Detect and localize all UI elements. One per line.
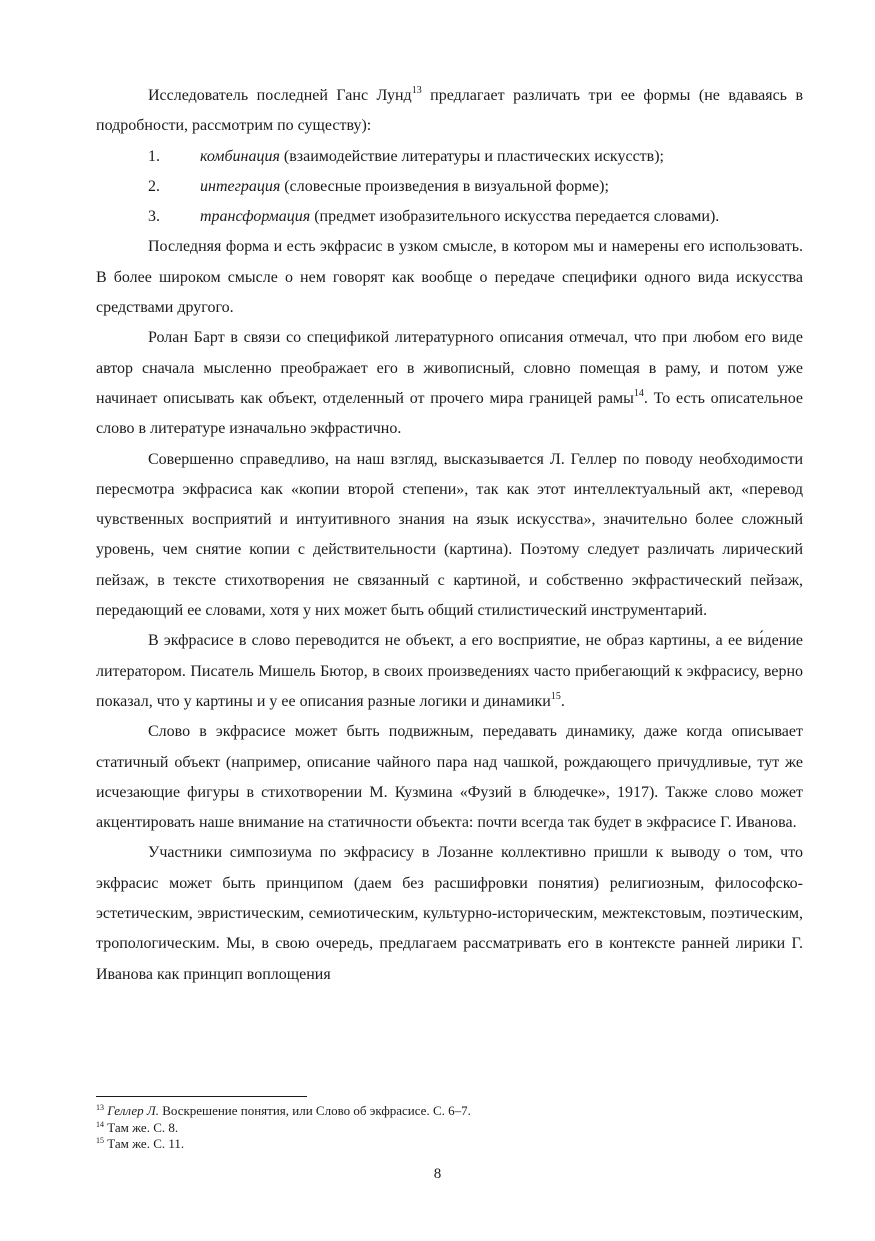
footnote-number: 15 — [96, 1136, 104, 1145]
list-term: интеграция — [200, 177, 281, 195]
footnotes — [96, 1103, 803, 1153]
footnote-15 — [96, 1136, 803, 1153]
footnote-ref-15[interactable]: 15 — [550, 690, 561, 702]
list-description: (словесные произведения в визуальной форме); — [280, 177, 609, 195]
footnote-14 — [96, 1120, 803, 1137]
list-text — [200, 172, 803, 202]
list-number: 3. — [148, 208, 160, 226]
footnote-text: Там же. С. 8. — [104, 1119, 179, 1135]
paragraph-barthes — [96, 323, 803, 444]
footnote-text: Там же. С. 11. — [104, 1136, 185, 1151]
list-number: 2. — [148, 177, 160, 195]
paragraph-text: Ролан Барт в связи со спецификой литературного описания отмечал, что при любом его виде автор сначала мысленно преображает его в живописный, словно помещая в раму, и потом уже начинает описывать как объект, отделенный от прочего мира границей рамы — [96, 329, 803, 407]
paragraph-text: предлагает различать три ее формы (не вдаваясь в подробности, рассмотрим по существу): — [96, 87, 804, 135]
list-number: 1. — [148, 147, 160, 165]
list-term: комбинация — [200, 147, 280, 165]
paragraph-text: . — [560, 692, 565, 710]
paragraph-kuzmin: Слово в экфрасисе может быть подвижным, передавать динамику, даже когда описывает статичный объект (например, описание чайного пара над чашкой, рождающего причудливые, тут же исчезающие фигуры в стихотворении М. Кузмина «Фузий в блюдечке», 1917). Также слово может акцентировать наше внимание на статичности объекта: почти всегда так будет в экфрасисе Г. Иванова. — [96, 723, 803, 832]
page-number: 8 — [433, 1166, 442, 1182]
paragraph-lausanne: Участники симпозиума по экфрасису в Лозанне коллективно пришли к выводу о том, что экфрасис может быть принципом (даем без расшифровки понятия) религиозным, философско-эстетическим, эвристическим, семиотическим, культурно-историческим, межтекстовым, поэтическим, тропологическим. Мы, в свою очередь, предлагаем рассматривать его в контексте ранней лирики Г. Иванова как принцип воплощения — [96, 844, 803, 983]
paragraph-text: В экфрасисе в слово переводится не объект, а его восприятие, не образ картины, а ее ви́дение литератором. Писатель Мишель Бютор, в своих произведениях часто прибегающий к экфрасису, верно показал, что у картины и у ее описания разные логики и динамики — [96, 632, 803, 710]
footnote-number: 13 — [96, 1103, 104, 1112]
paragraph-text: . То есть описательное слово в литературе изначально экфрастично. — [96, 389, 803, 438]
footnote-13 — [96, 1103, 803, 1120]
list-description: (предмет изобразительного искусства передается словами). — [310, 208, 720, 226]
list-text — [200, 202, 803, 232]
footnote-text: Воскрешение понятия, или Слово об экфрасисе. С. 6–7. — [158, 1103, 471, 1118]
paragraph-text: Исследователь последней Ганс Лунд — [148, 87, 412, 104]
footnote-author: Геллер Л. — [107, 1103, 159, 1118]
list-text — [200, 142, 803, 172]
list-item-2 — [96, 172, 803, 202]
footnote-ref-13[interactable]: 13 — [411, 85, 422, 96]
list-item-3 — [96, 202, 803, 232]
paragraph-ekphrasis-narrow: Последняя форма и есть экфрасис в узком смысле, в котором мы и намерены его использовать. В более широком смысле о нем говорят как вообще о передаче специфики одного вида искусства средствами другого. — [96, 238, 803, 317]
body-text — [96, 81, 803, 990]
paragraph-lund — [96, 81, 803, 142]
list-item-1 — [96, 142, 803, 172]
footnote-ref-14[interactable]: 14 — [633, 387, 644, 399]
footnote-number: 14 — [96, 1119, 104, 1129]
list-description: (взаимодействие литературы и пластических искусств); — [279, 147, 664, 165]
footnote-separator — [96, 1096, 307, 1097]
paragraph-butor — [96, 626, 803, 717]
list-term: трансформация — [200, 208, 311, 226]
paragraph-geller: Совершенно справедливо, на наш взгляд, высказывается Л. Геллер по поводу необходимости пересмотра экфрасиса как «копии второй степени», так как этот интеллектуальный акт, «перевод чувственных восприятий и интуитивного знания на язык искусства», значительно более сложный уровень, чем снятие копии с действительности (картина). Поэтому следует различать лирический пейзаж, в тексте стихотворения не связанный с картиной, и собственно экфрастический пейзаж, передающий ее словами, хотя у них может быть общий стилистический инструментарий. — [96, 450, 803, 620]
